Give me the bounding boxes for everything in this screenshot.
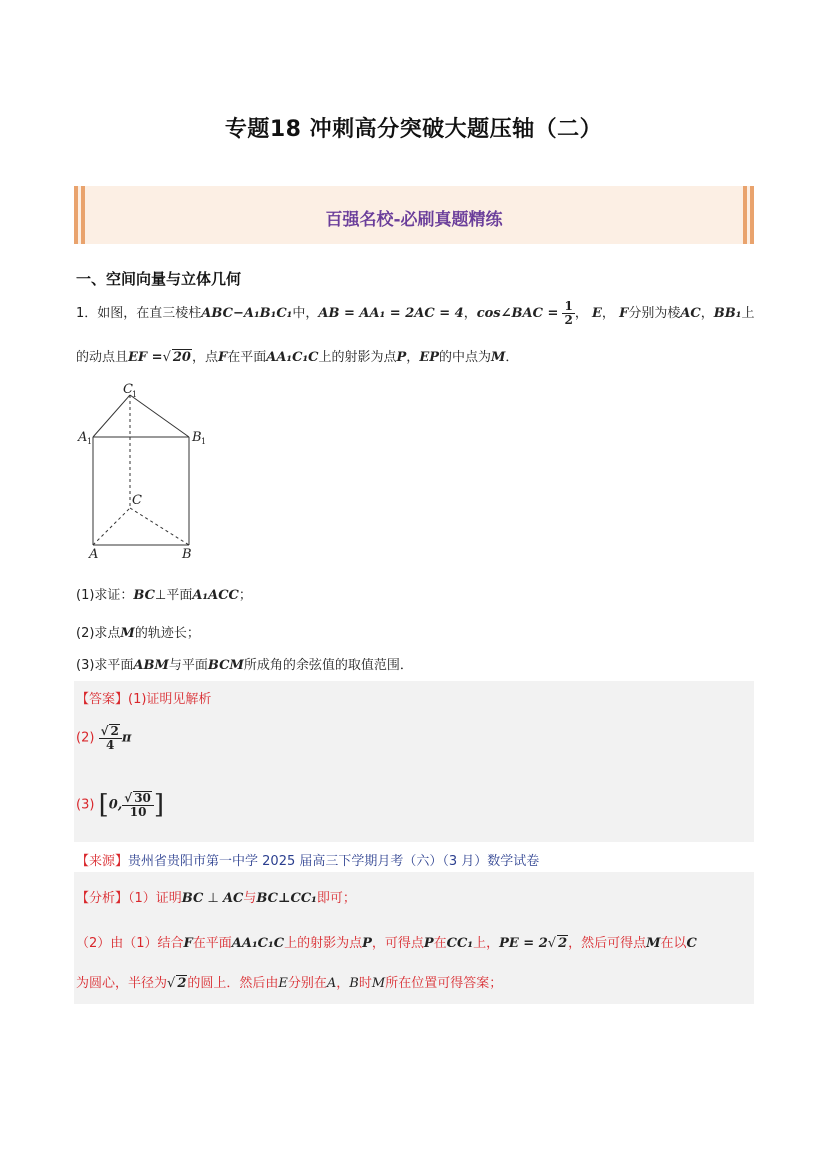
label-a: A — [89, 547, 99, 562]
edge-a1-c1 — [93, 395, 130, 437]
fraction-sqrt30-over-10: $\frac{√ 30}{10}$ — [122, 791, 154, 819]
answer-tag: 【答案】 — [76, 692, 129, 707]
source-tag: 【来源】 — [76, 854, 129, 869]
label-b1: B — [192, 430, 202, 445]
label-b: B — [182, 547, 192, 562]
problem-line-1: 1．如图，在直三棱柱ABC−A₁B₁C₁中，AB = AA₁ = 2AC = 4，cos∠BAC = $\frac{1}{2}$ ， E， F分别为棱AC，BB₁上 — [76, 299, 755, 327]
svg-text:1: 1 — [87, 437, 93, 446]
prism-figure — [74, 380, 224, 565]
source-line: 【来源】贵州省贵阳市第一中学 2025 届高三下学期月考（六）（3 月）数学试卷 — [76, 854, 540, 869]
question-3: (3)求平面ABM与平面BCM所成角的余弦值的取值范围． — [76, 658, 413, 673]
analysis-line-1: 【分析】（1）证明BC ⊥ AC与BC⊥CC₁即可； — [76, 891, 356, 906]
math-cos: cos∠BAC = — [476, 306, 559, 321]
section-banner — [74, 186, 754, 244]
fraction-half: $\frac{1}{2}$ — [564, 299, 573, 327]
math-lengths: AB = AA₁ = 2AC = 4 — [318, 306, 464, 321]
page-title: 专题18 冲刺高分突破大题压轴（二） — [224, 117, 603, 142]
question-1: (1)求证：BC⊥平面A₁ACC； — [76, 588, 252, 603]
analysis-line-3: 为圆心，半径为√ 2的圆上．然后由E分别在A，B时M所在位置可得答案； — [76, 976, 503, 991]
answer-3: (3) [0, $\frac{√ 30}{10}$ ] — [76, 790, 165, 820]
analysis-line-2: （2）由（1）结合F在平面AA₁C₁C上的射影为点P，可得点P在CC₁上，PE = 2√ 2，然后可得点M在以C — [76, 936, 697, 951]
label-c1: C — [123, 382, 133, 397]
edge-c-b-hidden — [130, 508, 189, 545]
fraction-sqrt2-over-4: $\frac{√ 2}{4}$ — [99, 724, 122, 752]
section-heading: 一、空间向量与立体几何 — [76, 270, 242, 288]
question-2: (2)求点M的轨迹长； — [76, 626, 200, 641]
analysis-tag: 【分析】 — [76, 891, 129, 906]
label-a1: A — [78, 430, 88, 445]
banner-title: 百强名校-必刷真题精练 — [325, 210, 503, 230]
label-c: C — [132, 493, 142, 508]
math-prism: ABC−A₁B₁C₁ — [201, 306, 293, 321]
sqrt-20: 20 — [172, 350, 191, 365]
problem-line-2: 的动点且EF =√ 20，点F在平面AA₁C₁C上的射影为点P，EP的中点为M． — [76, 350, 519, 365]
answer-2: (2) $\frac{√ 2}{4}$ π — [76, 724, 132, 752]
svg-text:1: 1 — [201, 437, 207, 446]
svg-text:1: 1 — [132, 390, 138, 399]
answer-1: 【答案】(1)证明见解析 — [76, 692, 212, 707]
edge-a-c-hidden — [93, 508, 130, 545]
edge-c1-b1 — [130, 395, 189, 437]
